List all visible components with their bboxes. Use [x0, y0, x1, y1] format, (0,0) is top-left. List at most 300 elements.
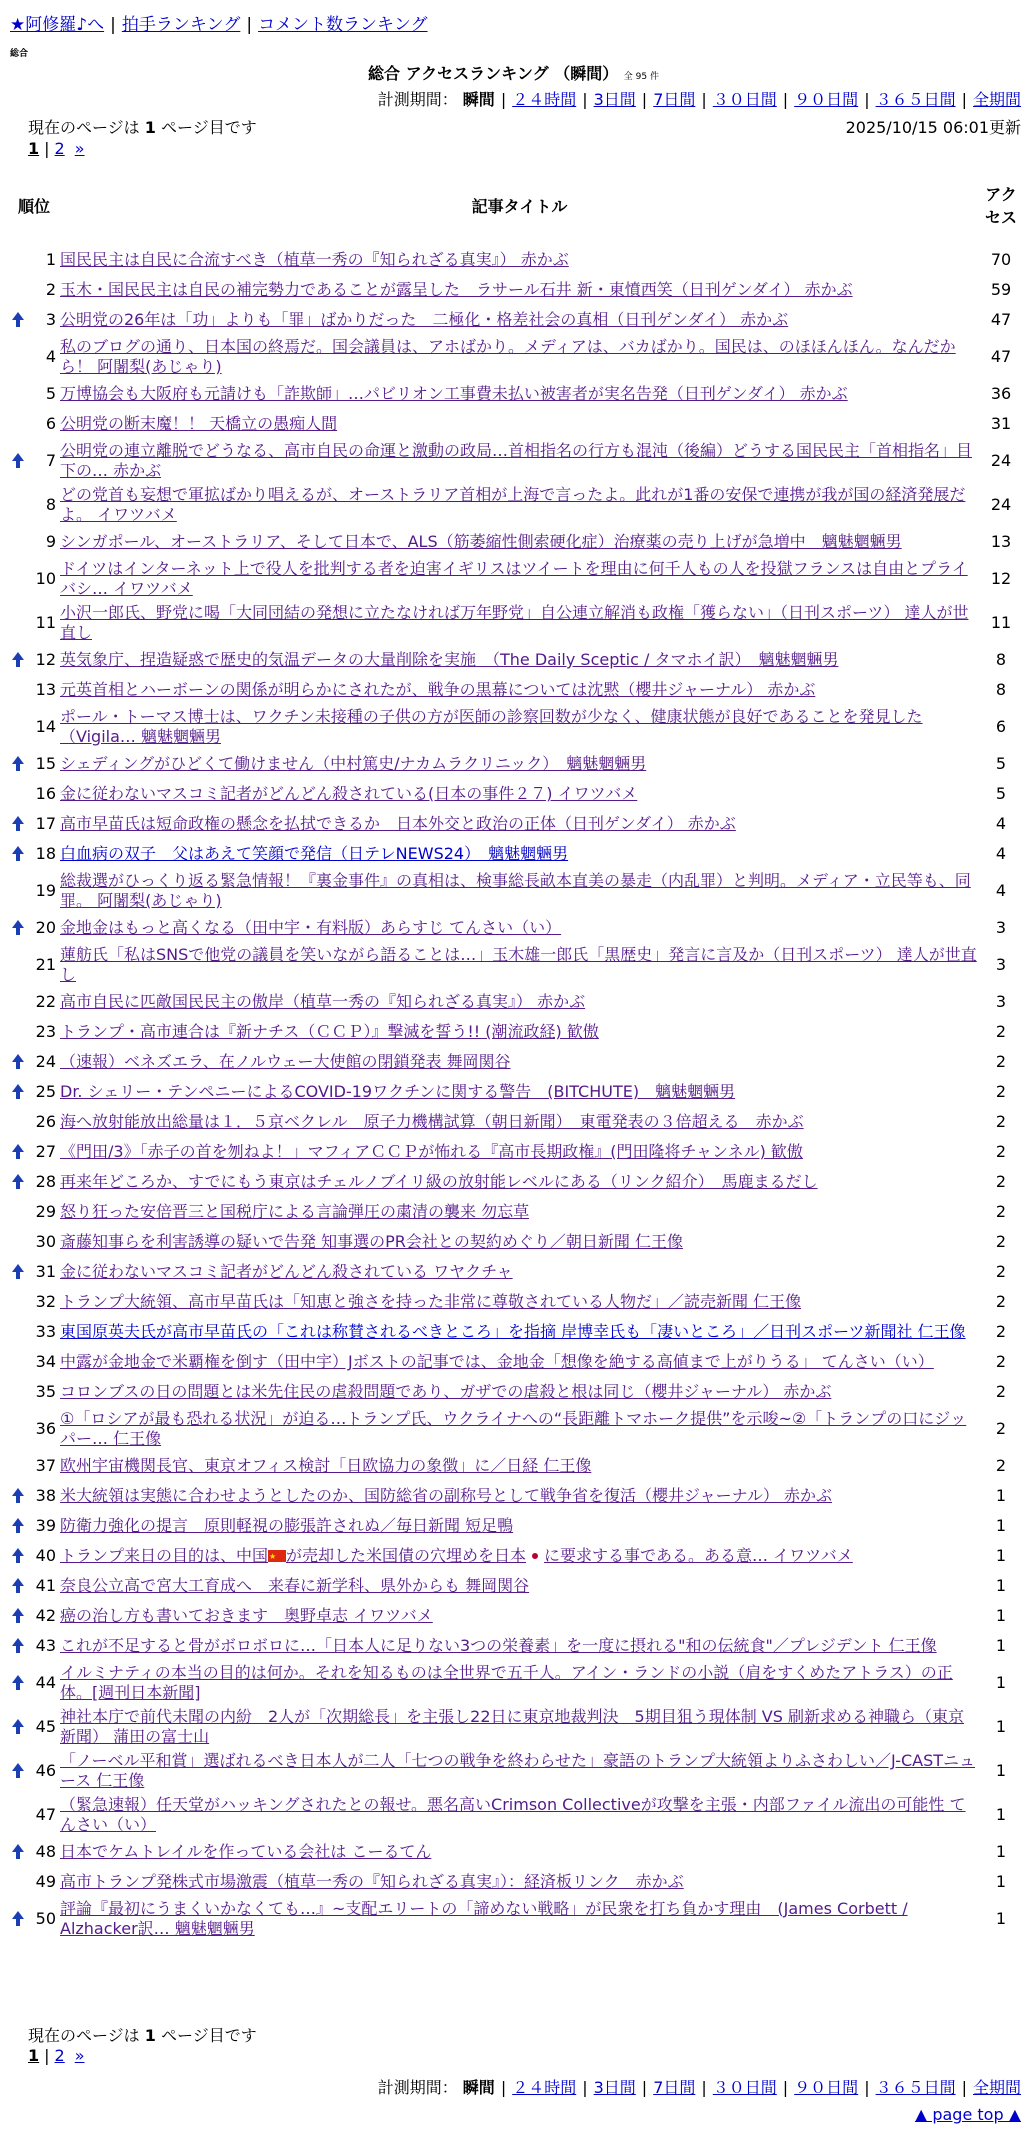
article-link[interactable]: 万博協会も大阪府も元請けも「詐欺師」…パビリオン工事費未払い被害者が実名告発（日刊ゲンダイ） 赤かぶ — [60, 384, 848, 403]
table-row — [8, 1571, 1023, 1601]
access-count: 2 — [995, 1322, 1007, 1341]
article-link[interactable]: 「ノーベル平和賞」選ばれるべき日本人が二人「七つの戦争を終わらせた」豪語のトランプ大統領よりふさわしい／J-CASTニュース 仁王像 — [60, 1751, 976, 1790]
access-count: 2 — [995, 1202, 1007, 1221]
rank-number: 35 — [35, 1382, 56, 1401]
rank-number: 8 — [45, 495, 56, 514]
rank-number: 47 — [35, 1805, 56, 1824]
table-row — [8, 527, 1023, 557]
article-link[interactable]: Dr. シェリー・テンペニーによるCOVID-19ワクチンに関する警告 (BITCHUTE) 魑魅魍魎男 — [60, 1082, 736, 1101]
title-cell — [60, 409, 979, 439]
title-cell — [60, 305, 979, 335]
access-count: 70 — [990, 250, 1012, 269]
article-link[interactable]: 奈良公立高で宮大工育成へ 来春に新学科、県外からも 舞岡関谷 — [60, 1576, 530, 1595]
pager-top: 1 | 2 » — [28, 139, 85, 158]
access-count: 2 — [995, 1382, 1007, 1401]
period-label: 計測期間： — [377, 2078, 458, 2097]
access-count: 1 — [995, 1636, 1007, 1655]
access-count: 3 — [995, 992, 1007, 1011]
rank-number: 14 — [35, 717, 56, 736]
current-page-info: 現在のページは 1 ページ目です — [28, 118, 257, 137]
article-link[interactable]: シンガポール、オーストラリア、そして日本で、ALS（筋萎縮性側索硬化症）治療薬の売り上げが急増中 魑魅魍魎男 — [60, 532, 902, 551]
up-arrow-icon — [12, 1578, 24, 1594]
rank-cell — [8, 1571, 60, 1601]
title-cell — [60, 1317, 979, 1347]
article-link[interactable]: どの党首も妄想で軍拡ばかり唱えるが、オーストラリア首相が上海で言ったよ。此れが1番の安保で連携が我が国の経済発展だよ。 イワツバメ — [60, 485, 966, 524]
table-row — [8, 305, 1023, 335]
article-link[interactable]: 再来年どころか、すでにもう東京はチェルノブイリ級の放射能レベルにある（リンク紹介） 馬鹿まるだし — [60, 1172, 818, 1191]
period-link-all[interactable]: 全期間 — [972, 90, 1021, 109]
article-link[interactable]: ポール・トーマス博士は、ワクチン未接種の子供の方が医師の診察回数が少なく、健康状態が良好であることを発見した（Vigila… 魑魅魍魎男 — [60, 707, 923, 746]
up-arrow-icon — [12, 1174, 24, 1190]
rank-cell — [8, 869, 60, 913]
article-link[interactable]: 米大統領は実態に合わせようとしたのか、国防総省の副称号として戦争省を復活（櫻井ジャーナル） 赤かぶ — [60, 1486, 832, 1505]
rank-cell — [8, 1837, 60, 1867]
rank-cell — [8, 1661, 60, 1705]
title-cell — [60, 439, 979, 483]
title-cell — [60, 645, 979, 675]
rank-number: 12 — [35, 650, 56, 669]
total-count: 全 95 件 — [623, 72, 659, 82]
article-link[interactable]: 小沢一郎氏、野党に喝「大同団結の発想に立たなければ万年野党」自公連立解消も政権「獲らない」（日刊スポーツ） 達人が世直し — [60, 603, 969, 642]
rank-number: 50 — [35, 1909, 56, 1928]
title-cell — [60, 1601, 979, 1631]
rank-cell — [8, 601, 60, 645]
rank-cell — [8, 1257, 60, 1287]
pager-bottom: 1 | 2 » — [28, 2046, 85, 2065]
rank-number: 45 — [35, 1717, 56, 1736]
page-top-link[interactable]: ▲ page top ▲ — [914, 2105, 1021, 2124]
rank-number: 13 — [35, 680, 56, 699]
table-row — [8, 1481, 1023, 1511]
period-link-90d[interactable]: ９０日間 — [794, 90, 859, 109]
table-header-row — [8, 165, 1023, 245]
title-cell — [60, 749, 979, 779]
title-cell — [60, 839, 979, 869]
nav-link-comment-ranking[interactable]: コメント数ランキング — [258, 15, 428, 35]
access-count: 1 — [995, 1909, 1007, 1928]
title-cell — [60, 483, 979, 527]
rank-cell — [8, 1077, 60, 1107]
access-count: 4 — [995, 814, 1007, 833]
table-row — [8, 943, 1023, 987]
rank-cell — [8, 943, 60, 987]
up-arrow-icon — [12, 453, 24, 469]
table-row — [8, 705, 1023, 749]
article-link[interactable]: トランプ来日の目的は、中国★ が売却した米国債の穴埋めを日本 に要求する事である。ある意… イワツバメ — [60, 1546, 853, 1565]
nav-link-asyura[interactable]: ★阿修羅♪へ — [10, 15, 105, 35]
up-arrow-icon — [12, 1844, 24, 1860]
access-count: 2 — [995, 1052, 1007, 1071]
table-row — [8, 987, 1023, 1017]
header-rank: 順位 — [17, 196, 50, 216]
rank-cell — [8, 1793, 60, 1837]
title-cell — [60, 1631, 979, 1661]
table-row — [8, 557, 1023, 601]
article-link[interactable]: 私のブログの通り、日本国の終焉だ。国会議員は、アホばかり。メディアは、バカばかり。国民は、のほほんほん。なんだから！ 阿闍梨(あじゃり) — [60, 337, 956, 376]
access-count: 2 — [995, 1022, 1007, 1041]
rank-number: 15 — [35, 754, 56, 773]
rank-number: 49 — [35, 1872, 56, 1891]
table-row — [8, 1867, 1023, 1897]
period-selector-bottom: 計測期間： 瞬間 | ２４時間 | 3日間 | 7日間 | ３０日間 | ９０日間 | ３６５日間 | 全期間 — [377, 2078, 1021, 2097]
table-row — [8, 1287, 1023, 1317]
article-link[interactable]: 元英首相とハーボーンの関係が明らかにされたが、戦争の黒幕については沈黙（櫻井ジャーナル） 赤かぶ — [60, 680, 816, 699]
access-count: 2 — [995, 1456, 1007, 1475]
title-cell — [60, 1451, 979, 1481]
period-link-24h[interactable]: ２４時間 — [512, 90, 577, 109]
rank-cell — [8, 439, 60, 483]
category-label: 総合 — [10, 49, 29, 59]
article-link[interactable]: ドイツはインターネット上で役人を批判する者を迫害イギリスはツイートを理由に何千人もの人を投獄フランスは自由とプライバシ… イワツバメ — [60, 559, 968, 598]
article-link[interactable]: 高市自民に匹敵国民民主の傲岸（植草一秀の『知られざる真実』） 赤かぶ — [60, 992, 586, 1011]
rank-number: 4 — [45, 347, 56, 366]
article-link[interactable]: 高市トランプ発株式市場激震（植草一秀の『知られざる真実』）：経済板リンク 赤かぶ — [60, 1872, 684, 1891]
access-count: 2 — [995, 1142, 1007, 1161]
article-link[interactable]: 《門田/3》「赤子の首を刎ねよ！」マフィアＣＣＰが怖れる『高市長期政権』(門田隆将チャンネル) 歓傲 — [60, 1142, 803, 1161]
article-link[interactable]: イルミナティの本当の目的は何か。それを知るものは全世界で五千人。アイン・ランドの小説（肩をすくめたアトラス）の正体。[週刊日本新聞] — [60, 1663, 953, 1702]
table-row — [8, 1511, 1023, 1541]
article-link[interactable]: 総裁選がひっくり返る緊急情報！『裏金事件』の真相は、検事総長畝本直美の暴走（内乱罪）と判明。メディア・立民等も、同罪。 阿闍梨(あじゃり) — [60, 871, 971, 910]
access-count: 1 — [995, 1546, 1007, 1565]
access-count: 11 — [990, 613, 1012, 632]
period-link-3d[interactable]: 3日間 — [593, 90, 636, 109]
rank-cell — [8, 275, 60, 305]
table-row — [8, 869, 1023, 913]
title-cell — [60, 1705, 979, 1749]
pager-page-2[interactable]: 2 — [54, 139, 65, 158]
rank-cell — [8, 379, 60, 409]
article-link[interactable]: 海へ放射能放出総量は１．５京ベクレル 原子力機構試算（朝日新聞） 東電発表の３倍超える 赤かぶ — [60, 1112, 804, 1131]
table-row — [8, 245, 1023, 275]
title-cell — [60, 1749, 979, 1793]
table-row — [8, 839, 1023, 869]
article-link[interactable]: ①「ロシアが最も恐れる状況」が迫る…トランプ氏、ウクライナへの“長距離トマホーク提供”を示唆~②「トランプの口にジッパー… 仁王像 — [60, 1409, 967, 1448]
article-link[interactable]: 怒り狂った安倍晋三と国税庁による言論弾圧の粛清の襲来 勿忘草 — [60, 1202, 530, 1221]
access-count: 5 — [995, 784, 1007, 803]
rank-number: 2 — [45, 280, 56, 299]
table-row — [8, 1749, 1023, 1793]
up-arrow-icon — [12, 1911, 24, 1927]
rank-number: 1 — [45, 250, 56, 269]
table-row — [8, 1017, 1023, 1047]
article-link[interactable]: 高市早苗氏は短命政権の懸念を払拭できるか 日本外交と政治の正体（日刊ゲンダイ） 赤かぶ — [60, 814, 736, 833]
rank-number: 46 — [35, 1761, 56, 1780]
period-link-7d[interactable]: 7日間 — [653, 2078, 696, 2097]
access-count: 12 — [990, 569, 1012, 588]
rank-number: 39 — [35, 1516, 56, 1535]
rank-cell — [8, 809, 60, 839]
rank-number: 38 — [35, 1486, 56, 1505]
up-arrow-icon — [12, 1763, 24, 1779]
up-arrow-icon — [12, 846, 24, 862]
rank-number: 9 — [45, 532, 56, 551]
rank-cell — [8, 557, 60, 601]
table-row — [8, 1661, 1023, 1705]
table-row — [8, 1317, 1023, 1347]
up-arrow-icon — [12, 1719, 24, 1735]
rank-number: 24 — [35, 1052, 56, 1071]
up-arrow-icon — [12, 756, 24, 772]
article-link[interactable]: 国民民主は自民に合流すべき（植草一秀の『知られざる真実』） 赤かぶ — [60, 250, 569, 269]
title-cell — [60, 275, 979, 305]
up-arrow-icon — [12, 652, 24, 668]
access-count: 1 — [995, 1872, 1007, 1891]
article-link[interactable]: 蓮舫氏「私はSNSで他党の議員を笑いながら語ることは…」玉木雄一郎氏「黒歴史」発言に言及か（日刊スポーツ） 達人が世直し — [60, 945, 977, 984]
title-cell — [60, 1017, 979, 1047]
rank-number: 16 — [35, 784, 56, 803]
article-link[interactable]: 中露が金地金で米覇権を倒す（田中宇）Jボストの記事では、金地金「想像を絶する高値まで上がりうる」 てんさい（い） — [60, 1352, 934, 1371]
access-count: 5 — [995, 754, 1007, 773]
article-link[interactable]: トランプ大統領、高市早苗氏は「知恵と強さを持った非常に尊敬されている人物だ」／読売新聞 仁王像 — [60, 1292, 802, 1311]
access-count: 1 — [995, 1842, 1007, 1861]
access-count: 8 — [995, 680, 1007, 699]
access-count: 2 — [995, 1082, 1007, 1101]
article-link[interactable]: 癌の治し方も書いておきます 奥野卓志 イワツバメ — [60, 1606, 433, 1625]
article-link[interactable]: これが不足すると骨がボロボロに…「日本人に足りない3つの栄養素」を一度に摂れる"和の伝統食"／プレジデント 仁王像 — [60, 1636, 937, 1655]
rank-number: 29 — [35, 1202, 56, 1221]
article-link[interactable]: 評論『最初にうまくいかなくても…』~支配エリートの「諦めない戦略」が民衆を打ち負かす理由 (James Corbett / Alzhacker訳… 魑魅魍魎男 — [60, 1899, 908, 1938]
table-row — [8, 1897, 1023, 1941]
title-cell — [60, 1197, 979, 1227]
rank-number: 23 — [35, 1022, 56, 1041]
article-link[interactable]: トランプ・高市連合は『新ナチス（ＣＣＰ）』撃滅を誓う!! (潮流政経) 歓傲 — [60, 1022, 599, 1041]
title-cell — [60, 779, 979, 809]
table-row — [8, 1407, 1023, 1451]
rank-cell — [8, 483, 60, 527]
period-link-365d[interactable]: ３６５日間 — [875, 90, 956, 109]
up-arrow-icon — [12, 1638, 24, 1654]
table-row — [8, 601, 1023, 645]
current-page-info-bottom: 現在のページは 1 ページ目です — [28, 2026, 257, 2045]
article-link[interactable]: 公明党の断末魔！！ 天橋立の愚痴人間 — [60, 414, 338, 433]
period-link-365d[interactable]: ３６５日間 — [875, 2078, 956, 2097]
rank-cell — [8, 1377, 60, 1407]
title-cell — [60, 809, 979, 839]
access-count: 3 — [995, 918, 1007, 937]
rank-number: 33 — [35, 1322, 56, 1341]
rank-cell — [8, 1511, 60, 1541]
rank-cell — [8, 675, 60, 705]
rank-cell — [8, 749, 60, 779]
access-count: 3 — [995, 955, 1007, 974]
pager-next[interactable]: » — [74, 2046, 85, 2065]
rank-cell — [8, 1867, 60, 1897]
table-row — [8, 1837, 1023, 1867]
rank-number: 25 — [35, 1082, 56, 1101]
access-count: 1 — [995, 1761, 1007, 1780]
up-arrow-icon — [12, 1608, 24, 1624]
article-link[interactable]: 防衛力強化の提言 原則軽視の膨張許されぬ／毎日新聞 短足鴨 — [60, 1516, 514, 1535]
rank-cell — [8, 913, 60, 943]
period-link-30d[interactable]: ３０日間 — [712, 90, 777, 109]
title-cell — [60, 675, 979, 705]
rank-cell — [8, 839, 60, 869]
access-count: 6 — [995, 717, 1007, 736]
access-count: 1 — [995, 1516, 1007, 1535]
rank-number: 34 — [35, 1352, 56, 1371]
table-row — [8, 913, 1023, 943]
rank-number: 43 — [35, 1636, 56, 1655]
title-cell — [60, 1541, 979, 1571]
title-cell — [60, 1347, 979, 1377]
title-cell — [60, 869, 979, 913]
rank-number: 32 — [35, 1292, 56, 1311]
rank-cell — [8, 1705, 60, 1749]
table-row — [8, 1137, 1023, 1167]
rank-number: 42 — [35, 1606, 56, 1625]
rank-number: 20 — [35, 918, 56, 937]
title-cell — [60, 1837, 979, 1867]
table-row — [8, 1077, 1023, 1107]
pager-page-2[interactable]: 2 — [54, 2046, 65, 2065]
access-count: 2 — [995, 1352, 1007, 1371]
title-cell — [60, 987, 979, 1017]
rank-cell — [8, 1407, 60, 1451]
ranking-table — [8, 165, 1023, 1941]
article-link[interactable]: 神社本庁で前代未聞の内紛 2人が「次期総長」を主張し22日に東京地裁判決 5期目狙う現体制 VS 刷新求める神職ら（東京新聞） 蒲田の富士山 — [60, 1707, 964, 1746]
title-cell — [60, 1257, 979, 1287]
access-count: 1 — [995, 1717, 1007, 1736]
rank-number: 10 — [35, 569, 56, 588]
table-row — [8, 645, 1023, 675]
access-count: 1 — [995, 1673, 1007, 1692]
table-row — [8, 1107, 1023, 1137]
article-link[interactable]: 欧州宇宙機関長官、東京オフィス検討「日欧協力の象徴」に／日経 仁王像 — [60, 1456, 592, 1475]
rank-number: 28 — [35, 1172, 56, 1191]
period-current: 瞬間 — [462, 90, 495, 109]
rank-cell — [8, 1227, 60, 1257]
access-count: 24 — [990, 451, 1012, 470]
table-row — [8, 1631, 1023, 1661]
access-count: 8 — [995, 650, 1007, 669]
access-count: 47 — [990, 310, 1012, 329]
up-arrow-icon — [12, 1144, 24, 1160]
rank-number: 30 — [35, 1232, 56, 1251]
article-link[interactable]: 公明党の26年は「功」よりも「罪」ばかりだった 二極化・格差社会の真相（日刊ゲンダイ） 赤かぶ — [60, 310, 789, 329]
rank-number: 22 — [35, 992, 56, 1011]
rank-number: 31 — [35, 1262, 56, 1281]
title-cell — [60, 1481, 979, 1511]
table-row — [8, 1705, 1023, 1749]
page-title — [0, 61, 1027, 84]
table-row — [8, 1047, 1023, 1077]
article-link[interactable]: 金地金はもっと高くなる（田中宇・有料版）あらすじ てんさい（い） — [60, 918, 562, 937]
rank-cell — [8, 1541, 60, 1571]
up-arrow-icon — [12, 1054, 24, 1070]
rank-cell — [8, 1017, 60, 1047]
up-arrow-icon — [12, 1488, 24, 1504]
up-arrow-icon — [12, 312, 24, 328]
up-arrow-icon — [12, 1548, 24, 1564]
period-link-24h[interactable]: ２４時間 — [512, 2078, 577, 2097]
up-arrow-icon — [12, 1518, 24, 1534]
article-link[interactable]: 日本でケムトレイルを作っている会社は こーるてん — [60, 1842, 432, 1861]
period-link-90d[interactable]: ９０日間 — [794, 2078, 859, 2097]
table-row — [8, 749, 1023, 779]
title-cell — [60, 705, 979, 749]
table-row — [8, 1227, 1023, 1257]
access-count: 2 — [995, 1419, 1007, 1438]
up-arrow-icon — [12, 1264, 24, 1280]
table-row — [8, 809, 1023, 839]
rank-number: 7 — [45, 451, 56, 470]
article-link[interactable]: 金に従わないマスコミ記者がどんどん殺されている(日本の事件２７) イワツバメ — [60, 784, 638, 803]
article-link[interactable]: （速報）ベネズエラ、在ノルウェー大使館の閉鎖発表 舞岡関谷 — [60, 1052, 511, 1071]
title-cell — [60, 1661, 979, 1705]
rank-number: 27 — [35, 1142, 56, 1161]
rank-cell — [8, 779, 60, 809]
rank-cell — [8, 1347, 60, 1377]
pager-next[interactable]: » — [74, 139, 85, 158]
rank-cell — [8, 1631, 60, 1661]
rank-number: 11 — [35, 613, 56, 632]
period-link-30d[interactable]: ３０日間 — [712, 2078, 777, 2097]
access-count: 1 — [995, 1486, 1007, 1505]
article-link[interactable]: （緊急速報）任天堂がハッキングされたとの報せ。悪名高いCrimson Collectiveが攻撃を主張・内部ファイル流出の可能性 てんさい（い） — [60, 1795, 966, 1834]
table-row — [8, 1793, 1023, 1837]
rank-cell — [8, 1167, 60, 1197]
period-link-all[interactable]: 全期間 — [972, 2078, 1021, 2097]
pager-current: 1 — [28, 2046, 40, 2065]
access-count: 2 — [995, 1172, 1007, 1191]
title-cell — [60, 1107, 979, 1137]
article-link[interactable]: 公明党の連立離脱でどうなる、高市自民の命運と激動の政局…首相指名の行方も混沌（後編）どうする国民民主「首相指名」目下の… 赤かぶ — [60, 441, 973, 480]
period-current: 瞬間 — [462, 2078, 495, 2097]
rank-cell — [8, 1107, 60, 1137]
table-row — [8, 1197, 1023, 1227]
rank-cell — [8, 335, 60, 379]
access-count: 4 — [995, 881, 1007, 900]
table-row — [8, 335, 1023, 379]
article-link[interactable]: シェディングがひどくて働けません（中村篤史/ナカムラクリニック） 魑魅魍魎男 — [60, 754, 647, 773]
table-row — [8, 1451, 1023, 1481]
up-arrow-icon — [12, 920, 24, 936]
period-link-3d[interactable]: 3日間 — [593, 2078, 636, 2097]
rank-cell — [8, 527, 60, 557]
article-link[interactable]: 金に従わないマスコミ記者がどんどん殺されている ワヤクチャ — [60, 1262, 513, 1281]
rank-number: 5 — [45, 384, 56, 403]
rank-cell — [8, 645, 60, 675]
title-cell — [60, 1793, 979, 1837]
title-cell — [60, 527, 979, 557]
table-row — [8, 1601, 1023, 1631]
article-link[interactable]: コロンブスの日の問題とは米先住民の虐殺問題であり、ガザでの虐殺と根は同じ（櫻井ジャーナル） 赤かぶ — [60, 1382, 832, 1401]
article-link[interactable]: 英気象庁、捏造疑惑で歴史的気温データの大量削除を実施 （The Daily Sceptic / タマホイ訳） 魑魅魍魎男 — [60, 650, 839, 669]
title-cell — [60, 1077, 979, 1107]
article-link[interactable]: 東国原英夫氏が高市早苗氏の「これは称賛されるべきところ」を指摘 岸博幸氏も「凄いところ」／日刊スポーツ新聞社 仁王像 — [60, 1322, 966, 1341]
rank-number: 17 — [35, 814, 56, 833]
article-link[interactable]: 白血病の双子 父はあえて笑顔で発信（日テレNEWS24） 魑魅魍魎男 — [60, 844, 569, 863]
table-row — [8, 1377, 1023, 1407]
nav-link-applause-ranking[interactable]: 拍手ランキング — [121, 15, 241, 35]
title-cell — [60, 245, 979, 275]
rank-cell — [8, 1317, 60, 1347]
access-count: 2 — [995, 1262, 1007, 1281]
rank-cell — [8, 1601, 60, 1631]
rank-cell — [8, 1481, 60, 1511]
rank-number: 41 — [35, 1576, 56, 1595]
article-link[interactable]: 玉木・国民民主は自民の補完勢力であることが露呈した ラサール石井 新・東憤西笑（日刊ゲンダイ） 赤かぶ — [60, 280, 853, 299]
access-count: 59 — [990, 280, 1012, 299]
period-link-7d[interactable]: 7日間 — [653, 90, 696, 109]
table-row — [8, 275, 1023, 305]
article-link[interactable]: 斎藤知事らを利害誘導の疑いで告発 知事選のPR会社との契約めぐり／朝日新聞 仁王像 — [60, 1232, 683, 1251]
access-count: 47 — [990, 347, 1012, 366]
table-row — [8, 379, 1023, 409]
period-selector-top: 計測期間： 瞬間 | ２４時間 | 3日間 | 7日間 | ３０日間 | ９０日間 | ３６５日間 | 全期間 — [377, 90, 1021, 109]
access-count: 2 — [995, 1292, 1007, 1311]
rank-number: 21 — [35, 955, 56, 974]
